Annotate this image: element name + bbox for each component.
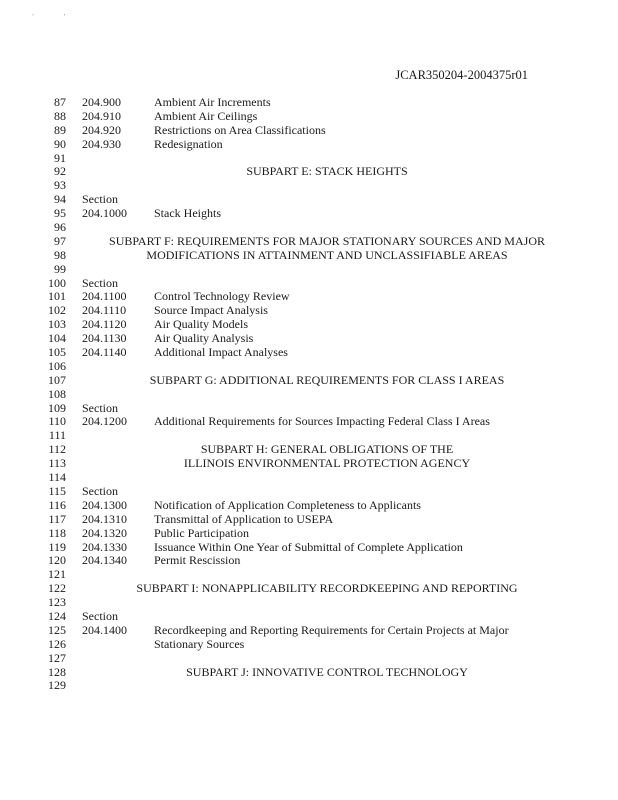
document-line <box>40 263 560 277</box>
section-title: Notification of Application Completeness to Applicants <box>154 497 421 512</box>
subpart-heading: SUBPART J: INNOVATIVE CONTROL TECHNOLOGY <box>186 664 468 679</box>
document-line <box>40 513 560 527</box>
line-number: 105 <box>48 345 66 360</box>
subpart-heading: MODIFICATIONS IN ATTAINMENT AND UNCLASSIFIABLE AREAS <box>146 247 508 262</box>
line-number: 123 <box>48 595 66 610</box>
subpart-heading: SUBPART I: NONAPPLICABILITY RECORDKEEPING AND REPORTING <box>136 581 518 596</box>
section-number: Section <box>82 400 118 415</box>
line-number: 96 <box>54 220 66 235</box>
document-line <box>40 304 560 318</box>
section-title: Stationary Sources <box>154 636 245 651</box>
line-number: 118 <box>48 525 66 540</box>
document-line <box>40 443 560 457</box>
line-number: 122 <box>48 581 66 596</box>
document-line <box>40 638 560 652</box>
section-number: 204.1330 <box>82 539 127 554</box>
document-line <box>40 318 560 332</box>
section-number: 204.1120 <box>82 317 127 332</box>
document-line <box>40 207 560 221</box>
line-number: 124 <box>48 608 66 623</box>
document-line <box>40 624 560 638</box>
line-number: 119 <box>48 539 66 554</box>
document-line <box>40 277 560 291</box>
subpart-heading: ILLINOIS ENVIRONMENTAL PROTECTION AGENCY <box>183 456 471 471</box>
document-line <box>40 221 560 235</box>
section-number: 204.1400 <box>82 622 127 637</box>
line-number: 100 <box>48 275 66 290</box>
section-number: 204.910 <box>82 108 121 123</box>
document-line <box>40 679 560 693</box>
document-line <box>40 290 560 304</box>
line-number: 87 <box>54 95 66 109</box>
section-number: 204.1340 <box>82 553 127 568</box>
section-title: Source Impact Analysis <box>154 303 268 318</box>
section-title: Air Quality Models <box>154 317 248 332</box>
line-number: 114 <box>48 470 66 485</box>
document-line <box>40 165 560 179</box>
scan-mark: ’ <box>63 14 66 20</box>
section-number: Section <box>82 608 118 623</box>
subpart-heading: SUBPART G: ADDITIONAL REQUIREMENTS FOR CLASS I AREAS <box>149 372 505 387</box>
document-line <box>40 457 560 471</box>
section-number: 204.920 <box>82 122 121 137</box>
line-number: 107 <box>48 372 66 387</box>
document-line <box>40 610 560 624</box>
line-number: 88 <box>54 108 66 123</box>
section-title: Air Quality Analysis <box>154 331 254 346</box>
section-title: Additional Impact Analyses <box>154 345 288 360</box>
document-line <box>40 429 560 443</box>
document-line <box>40 666 560 680</box>
line-number: 126 <box>48 636 66 651</box>
document-line <box>40 499 560 513</box>
document-line <box>40 402 560 416</box>
scan-mark: ’ <box>32 14 34 20</box>
section-number: 204.1320 <box>82 525 127 540</box>
section-number: 204.1000 <box>82 206 127 221</box>
subpart-heading: SUBPART F: REQUIREMENTS FOR MAJOR STATIONARY SOURCES AND MAJOR <box>109 233 545 248</box>
subpart-heading: SUBPART H: GENERAL OBLIGATIONS OF THE <box>200 442 454 457</box>
line-number: 115 <box>48 483 66 498</box>
section-title: Ambient Air Ceilings <box>154 108 258 123</box>
line-number: 99 <box>54 261 66 276</box>
subpart-heading: SUBPART E: STACK HEIGHTS <box>246 164 408 179</box>
document-body <box>40 96 560 693</box>
document-line <box>40 124 560 138</box>
section-title: Redesignation <box>154 136 223 151</box>
document-line <box>40 138 560 152</box>
document-line <box>40 541 560 555</box>
line-number: 111 <box>48 428 66 443</box>
line-number: 120 <box>48 553 66 568</box>
line-number: 97 <box>54 233 66 248</box>
line-number: 109 <box>48 400 66 415</box>
document-line <box>40 568 560 582</box>
section-number: 204.1310 <box>82 511 127 526</box>
section-title: Transmittal of Application to USEPA <box>154 511 334 526</box>
section-number: 204.1200 <box>82 414 127 429</box>
line-number: 93 <box>54 178 66 193</box>
line-number: 92 <box>54 164 66 179</box>
section-title: Recordkeeping and Reporting Requirements for Certain Projects at Major <box>154 622 509 637</box>
document-line <box>40 471 560 485</box>
section-title: Stack Heights <box>154 206 221 221</box>
document-line <box>40 346 560 360</box>
section-number: 204.930 <box>82 136 121 151</box>
line-number: 125 <box>48 622 66 637</box>
section-number: 204.1140 <box>82 345 127 360</box>
section-number: Section <box>82 192 118 207</box>
section-title: Additional Requirements for Sources Impacting Federal Class I Areas <box>154 414 490 429</box>
section-title: Public Participation <box>154 525 249 540</box>
line-number: 90 <box>54 136 66 151</box>
line-number: 104 <box>48 331 66 346</box>
line-number: 127 <box>48 650 66 665</box>
document-line <box>40 360 560 374</box>
document-line <box>40 527 560 541</box>
line-number: 95 <box>54 206 66 221</box>
document-line <box>40 388 560 402</box>
document-line <box>40 235 560 249</box>
line-number: 112 <box>48 442 66 457</box>
document-line <box>40 415 560 429</box>
document-line <box>40 96 560 110</box>
line-number: 91 <box>54 150 66 165</box>
document-line <box>40 152 560 166</box>
line-number: 98 <box>54 247 66 262</box>
section-number: 204.1100 <box>82 289 127 304</box>
section-number: 204.1130 <box>82 331 127 346</box>
document-line <box>40 596 560 610</box>
section-number: 204.900 <box>82 95 121 109</box>
line-number: 121 <box>48 567 66 582</box>
section-number: 204.1110 <box>82 303 127 318</box>
section-title: Control Technology Review <box>154 289 290 304</box>
line-number: 102 <box>48 303 66 318</box>
document-line <box>40 485 560 499</box>
line-number: 103 <box>48 317 66 332</box>
section-title: Ambient Air Increments <box>154 95 271 109</box>
line-number: 94 <box>54 192 66 207</box>
line-number: 110 <box>48 414 66 429</box>
line-number: 101 <box>48 289 66 304</box>
section-number: 204.1300 <box>82 497 127 512</box>
line-number: 128 <box>48 664 66 679</box>
document-line <box>40 179 560 193</box>
document-line <box>40 249 560 263</box>
document-line <box>40 652 560 666</box>
document-line <box>40 374 560 388</box>
section-title: Restrictions on Area Classifications <box>154 122 326 137</box>
document-line <box>40 554 560 568</box>
line-number: 106 <box>48 358 66 373</box>
line-number: 116 <box>48 497 66 512</box>
section-title: Issuance Within One Year of Submittal of Complete Application <box>154 539 463 554</box>
section-title: Permit Rescission <box>154 553 241 568</box>
line-number: 117 <box>48 511 66 526</box>
scan-marks <box>32 14 94 20</box>
line-number: 108 <box>48 386 66 401</box>
section-number: Section <box>82 275 118 290</box>
document-line <box>40 110 560 124</box>
document-code: JCAR350204-2004375r01 <box>395 68 528 82</box>
line-number: 113 <box>48 456 66 471</box>
document-line <box>40 193 560 207</box>
document-line <box>40 582 560 596</box>
section-number: Section <box>82 483 118 498</box>
document-line <box>40 332 560 346</box>
line-number: 89 <box>54 122 66 137</box>
line-number: 129 <box>48 678 66 693</box>
